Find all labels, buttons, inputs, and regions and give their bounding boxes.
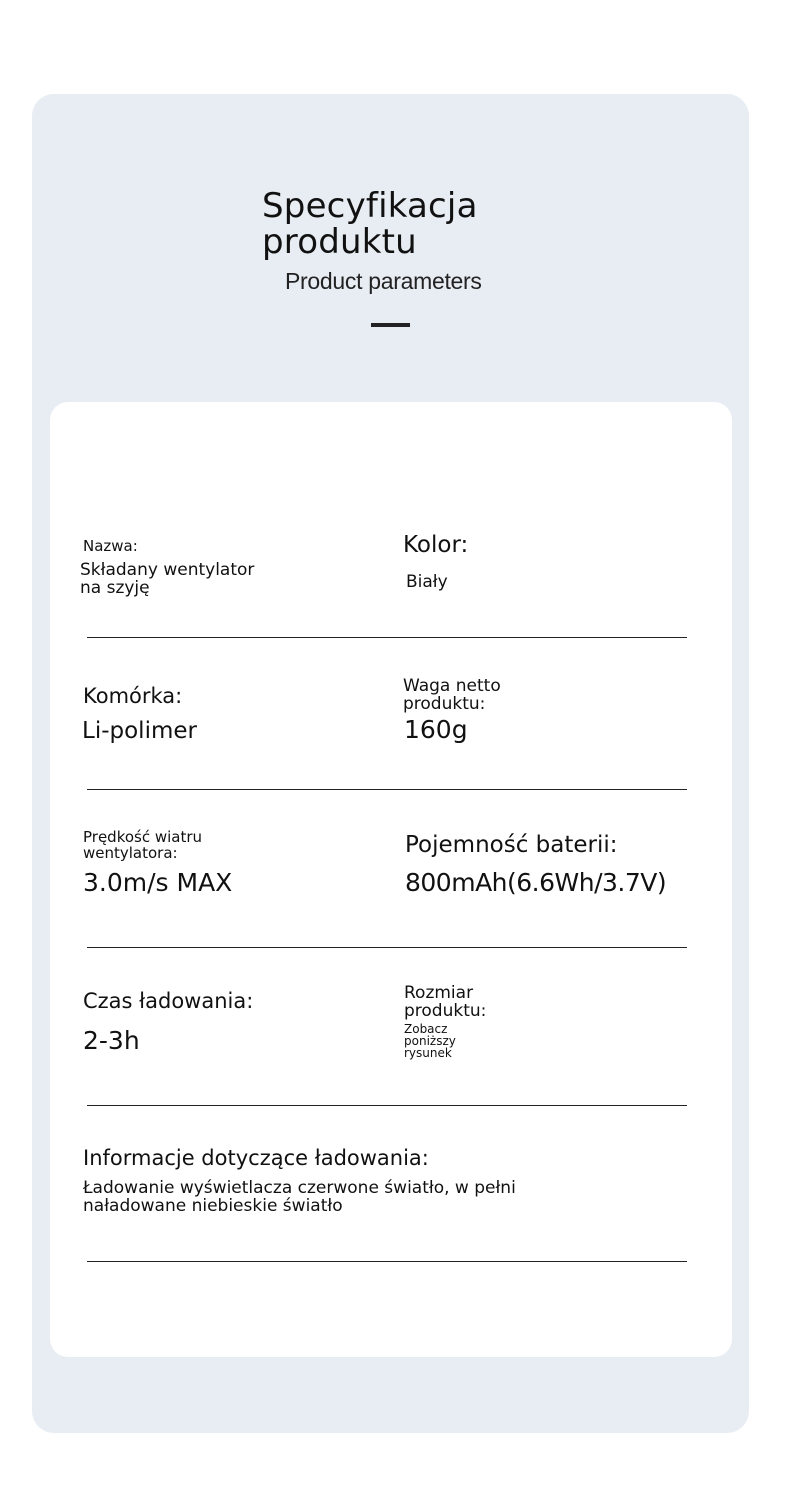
spec-value-weight: 160g xyxy=(404,715,468,744)
spec-label-color: Kolor: xyxy=(403,532,469,558)
divider xyxy=(87,637,687,638)
spec-label-name: Nazwa: xyxy=(83,537,138,555)
spec-label-charge-time: Czas ładowania: xyxy=(83,989,254,1013)
spec-value-color: Biały xyxy=(406,572,448,592)
spec-label-cell: Komórka: xyxy=(83,684,183,708)
spec-value-battery: 800mAh(6.6Wh/3.7V) xyxy=(405,868,667,897)
spec-value-cell: Li-polimer xyxy=(82,718,197,744)
divider xyxy=(87,947,687,948)
spec-value-charge-time: 2-3h xyxy=(83,1026,140,1055)
page-title: Specyfikacja produktu xyxy=(262,186,478,262)
spec-value-size: Zobacz poniższy rysunek xyxy=(404,1022,456,1060)
spec-label-wind: Prędkość wiatru wentylatora: xyxy=(83,828,203,862)
divider xyxy=(87,789,687,790)
spec-label-battery: Pojemność baterii: xyxy=(405,832,618,858)
spec-label-weight: Waga netto produktu: xyxy=(403,676,501,714)
divider xyxy=(87,1261,687,1262)
spec-value-wind: 3.0m/s MAX xyxy=(83,868,233,897)
spec-label-size: Rozmiar produktu: xyxy=(404,983,487,1021)
spec-value-name: Składany wentylator na szyję xyxy=(80,560,255,598)
spec-value-charge-info: Ładowanie wyświetlacza czerwone światło, w pełni naładowane niebieskie światło xyxy=(83,1178,516,1216)
spec-label-charge-info: Informacje dotyczące ładowania: xyxy=(83,1146,429,1170)
divider xyxy=(87,1105,687,1106)
title-underline xyxy=(371,323,410,327)
page-subtitle: Product parameters xyxy=(285,268,482,294)
